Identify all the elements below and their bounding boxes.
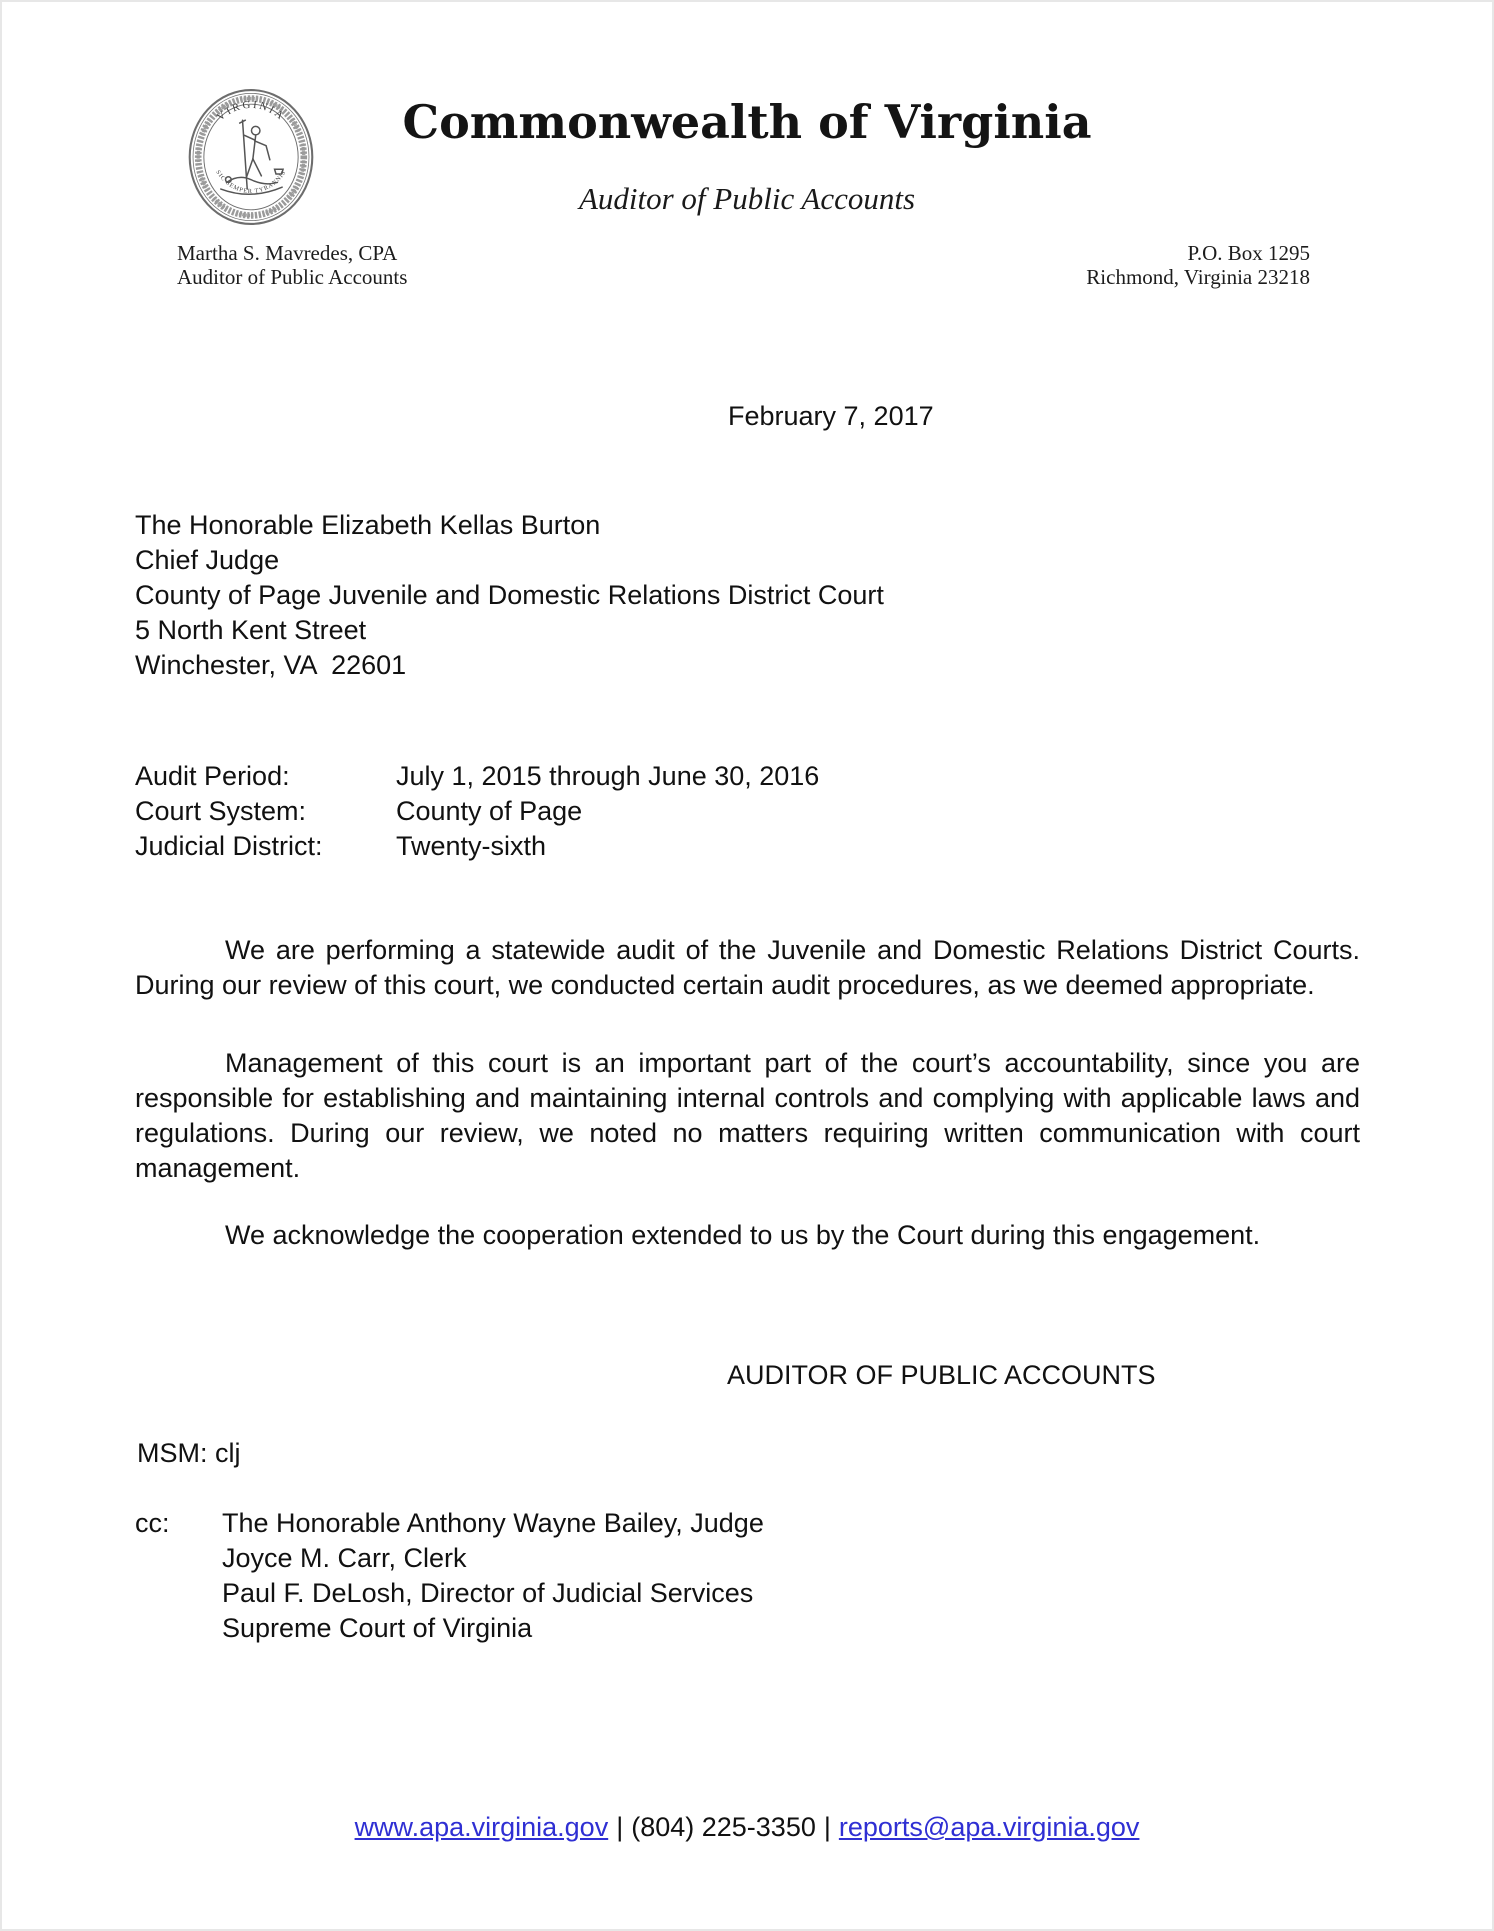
recipient-name: The Honorable Elizabeth Kellas Burton xyxy=(135,510,601,540)
email-link[interactable]: reports@apa.virginia.gov xyxy=(838,1812,1140,1842)
judicial-district-row xyxy=(135,829,819,864)
cc-name-2: Joyce M. Carr, Clerk xyxy=(222,1543,467,1573)
audit-period-label: Audit Period: xyxy=(135,761,290,791)
reference-initials: MSM: clj xyxy=(137,1438,241,1468)
seal-motto-text: SIC SEMPER TYRANNIS xyxy=(214,169,288,196)
official-block xyxy=(177,241,407,289)
phone-number: (804) 225-3350 xyxy=(631,1812,816,1842)
court-system-row xyxy=(135,794,819,829)
recipient-city-state-zip: Winchester, VA 22601 xyxy=(135,650,407,680)
footer-separator-1: | xyxy=(616,1812,624,1842)
cc-label: cc: xyxy=(135,1508,170,1538)
official-name: Martha S. Mavredes, CPA xyxy=(177,241,398,265)
recipient-address-block xyxy=(135,508,884,683)
audit-period-value: July 1, 2015 through June 30, 2016 xyxy=(396,761,820,791)
letter-date: February 7, 2017 xyxy=(728,401,934,431)
footer-contact-line xyxy=(0,1810,1494,1845)
website-link[interactable]: www.apa.virginia.gov xyxy=(354,1812,609,1842)
office-address-block xyxy=(1086,241,1310,289)
body-paragraph-2: Management of this court is an important part of the court’s accountability, since you are responsible for establishing and maintaining internal controls and complying with applicable laws and regulations. During our review, we noted no matters requiring written communication with court management. xyxy=(135,1048,1360,1183)
official-title: Auditor of Public Accounts xyxy=(177,265,408,289)
body-paragraph-3: We acknowledge the cooperation extended to us by the Court during this engagement. xyxy=(225,1220,1261,1250)
judicial-district-value: Twenty-sixth xyxy=(396,831,547,861)
recipient-street: 5 North Kent Street xyxy=(135,615,367,645)
body-paragraph-1: We are performing a statewide audit of the Juvenile and Domestic Relations District Courts. During our review of this court, we conducted certain audit procedures, as we deemed appropriate. xyxy=(135,935,1360,1000)
address-line-1: P.O. Box 1295 xyxy=(1187,241,1310,265)
recipient-court: County of Page Juvenile and Domestic Relations District Court xyxy=(135,580,884,610)
cc-block xyxy=(135,1506,764,1646)
address-line-2: Richmond, Virginia 23218 xyxy=(1086,265,1310,289)
court-system-value: County of Page xyxy=(396,796,583,826)
court-system-label: Court System: xyxy=(135,796,307,826)
cc-name-4: Supreme Court of Virginia xyxy=(222,1613,533,1643)
cc-name-3: Paul F. DeLosh, Director of Judicial Services xyxy=(222,1578,754,1608)
cc-names xyxy=(222,1506,764,1646)
letterhead-subtitle: Auditor of Public Accounts xyxy=(578,181,916,216)
judicial-district-label: Judicial District: xyxy=(135,831,323,861)
cc-name-1: The Honorable Anthony Wayne Bailey, Judge xyxy=(222,1508,764,1538)
footer-separator-2: | xyxy=(823,1812,831,1842)
audit-period-row xyxy=(135,759,819,794)
closing-signature-line: AUDITOR OF PUBLIC ACCOUNTS xyxy=(727,1360,1156,1390)
letterhead-title: Commonwealth of Virginia xyxy=(402,95,1092,149)
audit-details-block xyxy=(135,759,819,864)
recipient-title: Chief Judge xyxy=(135,545,280,575)
seal-top-text: VIRGINIA xyxy=(214,98,288,124)
